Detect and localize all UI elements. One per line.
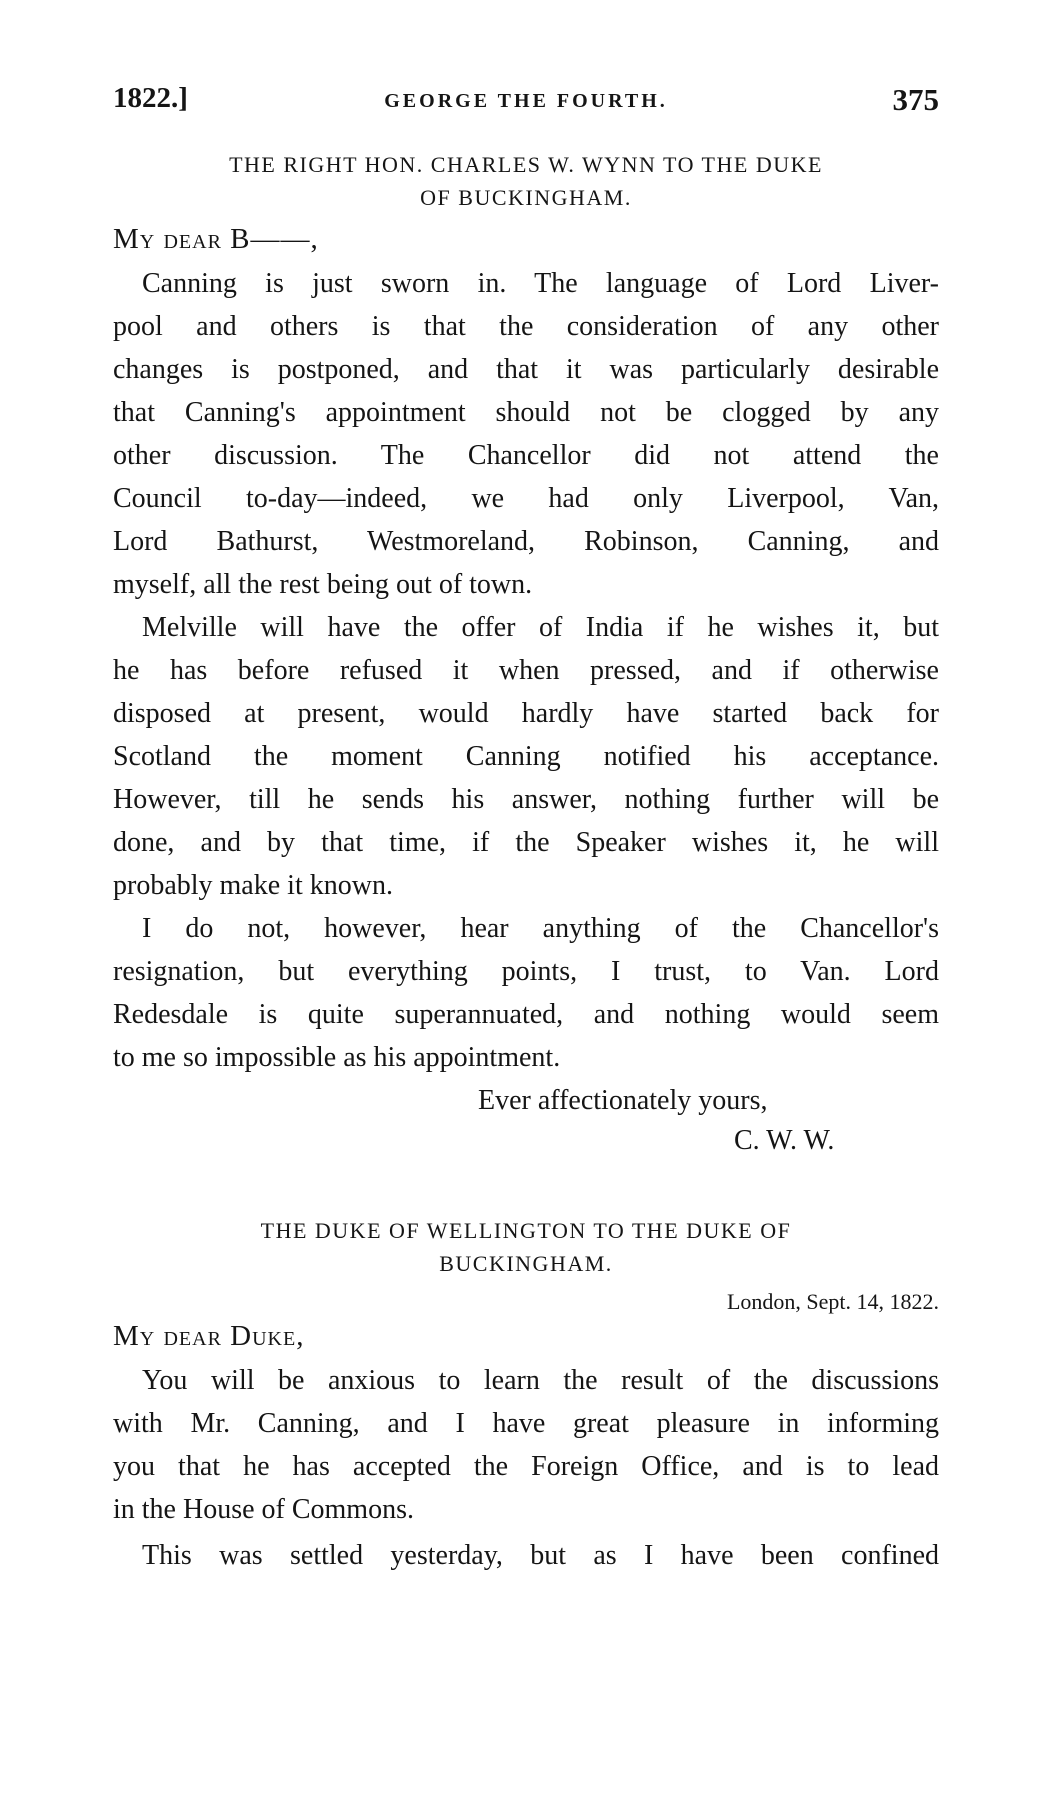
text-line: in the House of Commons. (113, 1494, 414, 1525)
running-head-year: 1822.] (113, 82, 188, 114)
paragraph (113, 262, 939, 606)
text-line: done, and by that time, if the Speaker wishes it, he will (113, 827, 939, 858)
text-line: pool and others is that the consideration of any other (113, 311, 939, 342)
letter1-closing: Ever affectionately yours, (478, 1085, 768, 1116)
letter1-heading-line: OF BUCKINGHAM. (420, 185, 632, 210)
text-line: Canning is just sworn in. The language of Lord Liver- (142, 268, 939, 299)
running-head-title: GEORGE THE FOURTH. (384, 90, 668, 112)
text-line: myself, all the rest being out of town. (113, 569, 533, 600)
paragraph (113, 1359, 939, 1531)
letter1-signature: C. W. W. (734, 1125, 835, 1156)
text-line: disposed at present, would hardly have started back for (113, 698, 939, 729)
text-line: he has before refused it when pressed, and if otherwise (113, 655, 939, 686)
text-line: resignation, but everything points, I trust, to Van. Lord (113, 956, 939, 987)
paragraph (113, 606, 939, 907)
letter1-heading-line: THE RIGHT HON. CHARLES W. WYNN TO THE DUKE (229, 152, 823, 177)
text-line: Melville will have the offer of India if he wishes it, but (142, 612, 939, 643)
text-line: changes is postponed, and that it was particularly desirable (113, 354, 939, 385)
text-line: you that he has accepted the Foreign Office, and is to lead (113, 1451, 939, 1482)
text-line: other discussion. The Chancellor did not attend the (113, 440, 939, 471)
letter2-salutation: My dear Duke, (113, 1320, 305, 1352)
text-line: that Canning's appointment should not be clogged by any (113, 397, 939, 428)
letter2-heading (113, 1214, 939, 1280)
text-line: Lord Bathurst, Westmoreland, Robinson, Canning, and (113, 526, 939, 557)
paragraph (113, 1534, 939, 1577)
text-line: Council to-day—indeed, we had only Liverpool, Van, (113, 483, 939, 514)
running-head (113, 82, 939, 122)
paragraph (113, 907, 939, 1079)
text-line: Scotland the moment Canning notified his acceptance. (113, 741, 939, 772)
text-line: This was settled yesterday, but as I have been confined (142, 1540, 939, 1571)
letter1-salutation: My dear B——, (113, 223, 319, 255)
letter2-heading-line: BUCKINGHAM. (439, 1251, 613, 1276)
letter2-dateline: London, Sept. 14, 1822. (726, 1289, 939, 1314)
letter1-body (113, 262, 939, 1079)
letter2-heading-line: THE DUKE OF WELLINGTON TO THE DUKE OF (260, 1218, 792, 1243)
letter1-heading (113, 148, 939, 214)
text-line: to me so impossible as his appointment. (113, 1042, 561, 1073)
text-line: However, till he sends his answer, nothing further will be (113, 784, 939, 815)
text-line: I do not, however, hear anything of the Chancellor's (142, 913, 939, 944)
text-line: You will be anxious to learn the result of the discussions (142, 1365, 939, 1396)
text-line: with Mr. Canning, and I have great pleasure in informing (113, 1408, 939, 1439)
letter2-body (113, 1359, 939, 1577)
text-line: Redesdale is quite superannuated, and nothing would seem (113, 999, 939, 1030)
text-line: probably make it known. (113, 870, 393, 901)
page-number: 375 (892, 82, 939, 117)
